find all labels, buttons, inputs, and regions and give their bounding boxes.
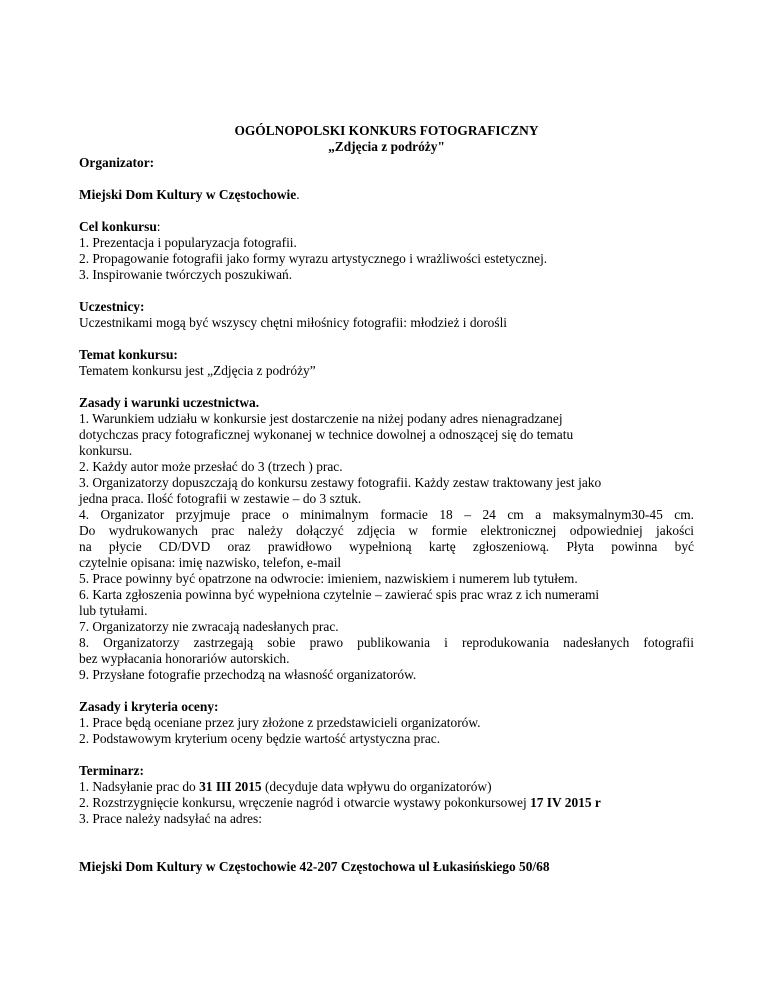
- schedule-label: Terminarz:: [79, 763, 144, 778]
- rules-line: 7. Organizatorzy nie zwracają nadesłanych prac.: [79, 619, 339, 634]
- organizer-name: Miejski Dom Kultury w Częstochowie: [79, 187, 297, 202]
- rules-line: 2. Każdy autor może przesłać do 3 (trzech ) prac.: [79, 459, 343, 474]
- rules-line: konkursu.: [79, 443, 133, 458]
- organizer-label: Organizator:: [79, 155, 155, 170]
- mailing-address: Miejski Dom Kultury w Częstochowie 42-207 Częstochowa ul Łukasińskiego 50/68: [79, 859, 550, 874]
- document-subtitle: „Zdjęcia z podróży": [328, 139, 445, 154]
- organizer-period: .: [296, 187, 300, 202]
- organizer-name-line: [79, 187, 694, 203]
- rules-line: lub tytułami.: [79, 603, 148, 618]
- schedule-item-2-text: 2. Rozstrzygnięcie konkursu, wręczenie nagród i otwarcie wystawy pokonkursowej: [79, 795, 531, 810]
- criteria-item: 1. Prace będą oceniane przez jury złożone z przedstawicieli organizatorów.: [79, 715, 481, 730]
- document-title: OGÓLNOPOLSKI KONKURS FOTOGRAFICZNY: [234, 123, 539, 138]
- rules-line: 6. Karta zgłoszenia powinna być wypełniona czytelnie – zawierać spis prac wraz z ich numerami: [79, 587, 600, 602]
- goal-item: 3. Inspirowanie twórczych poszukiwań.: [79, 267, 293, 282]
- participants-label: Uczestnicy:: [79, 299, 145, 314]
- goal-colon: :: [156, 219, 161, 234]
- goal-item: 1. Prezentacja i popularyzacja fotografii.: [79, 235, 297, 250]
- rules-label: Zasady i warunki uczestnictwa.: [79, 395, 260, 410]
- participants-text: Uczestnikami mogą być wszyscy chętni miłośnicy fotografii: młodzież i dorośli: [79, 315, 508, 330]
- theme-text: Tematem konkursu jest „Zdjęcia z podróży”: [79, 363, 316, 378]
- rules-line: Do wydrukowanych prac należy dołączyć zdjęcia w formie elektronicznej odpowiedniej jakości: [79, 523, 694, 538]
- theme-label: Temat konkursu:: [79, 347, 178, 362]
- rules-line: jedna praca. Ilość fotografii w zestawie – do 3 sztuk.: [79, 491, 362, 506]
- results-date: 17 IV 2015 r: [530, 795, 601, 810]
- rules-line: 4. Organizator przyjmuje prace o minimalnym formacie 18 – 24 cm a maksymalnym30-45 cm.: [79, 507, 694, 522]
- schedule-item-1-text: 1. Nadsyłanie prac do: [79, 779, 200, 794]
- rules-line: 5. Prace powinny być opatrzone na odwrocie: imieniem, nazwiskiem i numerem lub tytułem.: [79, 571, 578, 586]
- rules-line: 9. Przysłane fotografie przechodzą na własność organizatorów.: [79, 667, 417, 682]
- schedule-item-3: 3. Prace należy nadsyłać na adres:: [79, 811, 262, 826]
- schedule-item-2: [79, 795, 694, 811]
- schedule-item-1-note: (decyduje data wpływu do organizatorów): [261, 779, 492, 794]
- submission-deadline: 31 III 2015: [199, 779, 262, 794]
- rules-line: 3. Organizatorzy dopuszczają do konkursu zestawy fotografii. Każdy zestaw traktowany jest jako: [79, 475, 602, 490]
- goal-label: Cel konkursu: [79, 219, 157, 234]
- rules-line: czytelnie opisana: imię nazwisko, telefon, e-mail: [79, 555, 342, 570]
- criteria-item: 2. Podstawowym kryterium oceny będzie wartość artystyczna prac.: [79, 731, 441, 746]
- rules-line: bez wypłacania honorariów autorskich.: [79, 651, 290, 666]
- document-page: [79, 123, 694, 875]
- goal-item: 2. Propagowanie fotografii jako formy wyrazu artystycznego i wrażliwości estetycznej.: [79, 251, 548, 266]
- schedule-item-1: [79, 779, 694, 795]
- criteria-label: Zasady i kryteria oceny:: [79, 699, 219, 714]
- rules-line: 1. Warunkiem udziału w konkursie jest dostarczenie na niżej podany adres nienagradzanej: [79, 411, 563, 426]
- rules-line: 8. Organizatorzy zastrzegają sobie prawo publikowania i reprodukowania nadesłanych fotografii: [79, 635, 694, 650]
- rules-line: dotychczas pracy fotograficznej wykonanej w technice dowolnej a odnoszącej się do tematu: [79, 427, 574, 442]
- rules-line: na płycie CD/DVD oraz prawidłowo wypełnioną kartę zgłoszeniową. Płyta powinna być: [79, 539, 694, 554]
- goal-heading: [79, 219, 694, 235]
